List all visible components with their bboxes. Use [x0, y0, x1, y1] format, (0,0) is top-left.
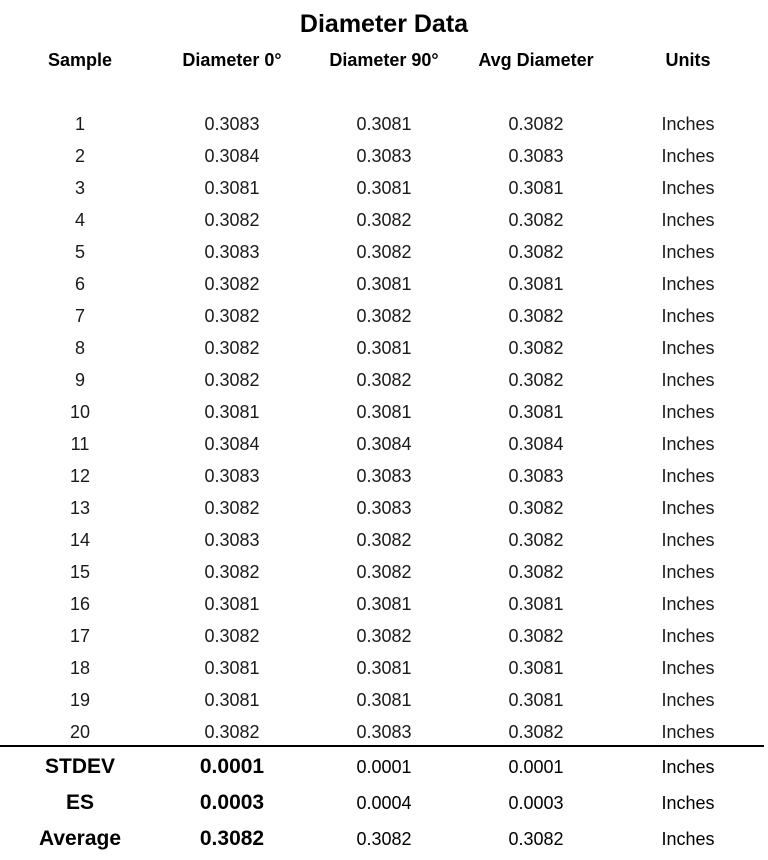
cell-units: Inches [661, 562, 715, 582]
cell-units: Inches [661, 146, 715, 166]
cell-sample: 4 [74, 210, 85, 230]
table-row [0, 332, 768, 364]
cell-sample: 19 [69, 690, 91, 710]
cell-diameter-0: 0.3081 [204, 402, 260, 422]
cell-diameter-0: 0.3082 [199, 827, 265, 850]
cell-diameter-0: 0.3082 [204, 626, 260, 646]
summary-label: ES [65, 791, 94, 814]
cell-avg-diameter: 0.3081 [508, 690, 564, 710]
cell-diameter-90: 0.3082 [356, 829, 412, 849]
cell-sample: 12 [69, 466, 91, 486]
cell-units: Inches [661, 690, 715, 710]
cell-sample: 1 [74, 114, 85, 134]
table-row [0, 268, 768, 300]
cell-avg-diameter: 0.3082 [508, 626, 564, 646]
table-header [0, 44, 768, 76]
summary-label: Average [38, 827, 122, 850]
cell-avg-diameter: 0.3081 [508, 178, 564, 198]
cell-avg-diameter: 0.3081 [508, 274, 564, 294]
cell-units: Inches [661, 658, 715, 678]
cell-avg-diameter: 0.3084 [508, 434, 564, 454]
table-row [0, 204, 768, 236]
cell-diameter-90: 0.3081 [356, 594, 412, 614]
table-row [0, 364, 768, 396]
cell-avg-diameter: 0.3082 [508, 530, 564, 550]
table-row [0, 524, 768, 556]
cell-units: Inches [661, 306, 715, 326]
summary-label: STDEV [44, 755, 115, 778]
cell-diameter-90: 0.0001 [356, 757, 412, 777]
cell-diameter-90: 0.3082 [356, 626, 412, 646]
cell-sample: 2 [74, 146, 85, 166]
table-row [0, 300, 768, 332]
cell-diameter-90: 0.3082 [356, 242, 412, 262]
table-row [0, 556, 768, 588]
cell-diameter-0: 0.3083 [204, 114, 260, 134]
cell-sample: 6 [74, 274, 85, 294]
cell-units: Inches [661, 829, 715, 849]
cell-units: Inches [661, 370, 715, 390]
summary-row-stdev [0, 749, 768, 785]
cell-sample: 9 [74, 370, 85, 390]
table-row [0, 588, 768, 620]
cell-diameter-90: 0.3083 [356, 466, 412, 486]
cell-units: Inches [661, 466, 715, 486]
cell-sample: 18 [69, 658, 91, 678]
table-row [0, 108, 768, 140]
cell-diameter-0: 0.3082 [204, 306, 260, 326]
header-sample: Sample [47, 50, 113, 70]
cell-avg-diameter: 0.0001 [508, 757, 564, 777]
cell-avg-diameter: 0.3081 [508, 402, 564, 422]
cell-sample: 16 [69, 594, 91, 614]
cell-avg-diameter: 0.3082 [508, 829, 564, 849]
cell-sample: 20 [69, 722, 91, 742]
cell-diameter-90: 0.3083 [356, 146, 412, 166]
cell-units: Inches [661, 242, 715, 262]
cell-avg-diameter: 0.3082 [508, 370, 564, 390]
cell-sample: 14 [69, 530, 91, 550]
cell-diameter-90: 0.3084 [356, 434, 412, 454]
cell-diameter-0: 0.3081 [204, 690, 260, 710]
cell-units: Inches [661, 530, 715, 550]
cell-diameter-0: 0.3084 [204, 434, 260, 454]
cell-diameter-0: 0.3081 [204, 178, 260, 198]
cell-avg-diameter: 0.0003 [508, 793, 564, 813]
cell-units: Inches [661, 793, 715, 813]
cell-avg-diameter: 0.3081 [508, 594, 564, 614]
cell-units: Inches [661, 274, 715, 294]
table-row [0, 492, 768, 524]
cell-diameter-90: 0.3081 [356, 690, 412, 710]
cell-avg-diameter: 0.3082 [508, 114, 564, 134]
cell-units: Inches [661, 338, 715, 358]
header-avg-diameter: Avg Diameter [478, 50, 594, 70]
cell-diameter-90: 0.0004 [356, 793, 412, 813]
table-title: Diameter Data [299, 10, 469, 38]
cell-units: Inches [661, 402, 715, 422]
cell-sample: 5 [74, 242, 85, 262]
cell-avg-diameter: 0.3081 [508, 658, 564, 678]
table-row [0, 652, 768, 684]
cell-sample: 3 [74, 178, 85, 198]
cell-diameter-90: 0.3083 [356, 722, 412, 742]
cell-diameter-0: 0.0003 [199, 791, 265, 814]
cell-diameter-90: 0.3081 [356, 178, 412, 198]
table-divider [0, 745, 764, 747]
cell-units: Inches [661, 210, 715, 230]
cell-diameter-90: 0.3081 [356, 402, 412, 422]
cell-units: Inches [661, 498, 715, 518]
cell-sample: 7 [74, 306, 85, 326]
cell-diameter-0: 0.3083 [204, 530, 260, 550]
cell-avg-diameter: 0.3082 [508, 338, 564, 358]
cell-diameter-90: 0.3081 [356, 114, 412, 134]
cell-diameter-90: 0.3082 [356, 370, 412, 390]
cell-units: Inches [661, 757, 715, 777]
cell-sample: 15 [69, 562, 91, 582]
cell-diameter-0: 0.0001 [199, 755, 265, 778]
cell-diameter-0: 0.3082 [204, 338, 260, 358]
cell-sample: 11 [70, 434, 90, 454]
cell-diameter-0: 0.3081 [204, 594, 260, 614]
table-row [0, 460, 768, 492]
cell-units: Inches [661, 722, 715, 742]
cell-diameter-0: 0.3082 [204, 498, 260, 518]
cell-diameter-90: 0.3082 [356, 530, 412, 550]
cell-diameter-90: 0.3082 [356, 562, 412, 582]
cell-avg-diameter: 0.3083 [508, 466, 564, 486]
summary-row-average [0, 821, 768, 857]
cell-avg-diameter: 0.3082 [508, 498, 564, 518]
table-row [0, 428, 768, 460]
cell-diameter-0: 0.3082 [204, 210, 260, 230]
table-row [0, 716, 768, 748]
cell-diameter-90: 0.3082 [356, 210, 412, 230]
cell-diameter-90: 0.3081 [356, 274, 412, 294]
cell-avg-diameter: 0.3082 [508, 210, 564, 230]
cell-units: Inches [661, 178, 715, 198]
cell-diameter-0: 0.3082 [204, 370, 260, 390]
cell-avg-diameter: 0.3082 [508, 306, 564, 326]
cell-diameter-90: 0.3083 [356, 498, 412, 518]
cell-units: Inches [661, 434, 715, 454]
header-units: Units [665, 50, 711, 70]
header-diameter-90: Diameter 90° [329, 50, 439, 70]
cell-units: Inches [661, 594, 715, 614]
table-row [0, 236, 768, 268]
cell-diameter-0: 0.3082 [204, 274, 260, 294]
cell-diameter-0: 0.3081 [204, 658, 260, 678]
summary-row-es [0, 785, 768, 821]
cell-sample: 17 [69, 626, 91, 646]
cell-sample: 8 [74, 338, 85, 358]
cell-sample: 10 [69, 402, 91, 422]
table-row [0, 684, 768, 716]
cell-units: Inches [661, 114, 715, 134]
header-diameter-0: Diameter 0° [182, 50, 282, 70]
cell-diameter-90: 0.3081 [356, 338, 412, 358]
table-row [0, 172, 768, 204]
table-row [0, 396, 768, 428]
cell-diameter-0: 0.3083 [204, 466, 260, 486]
cell-units: Inches [661, 626, 715, 646]
cell-diameter-0: 0.3084 [204, 146, 260, 166]
cell-avg-diameter: 0.3083 [508, 146, 564, 166]
cell-diameter-0: 0.3083 [204, 242, 260, 262]
cell-avg-diameter: 0.3082 [508, 562, 564, 582]
table-row [0, 140, 768, 172]
cell-diameter-90: 0.3081 [356, 658, 412, 678]
cell-diameter-0: 0.3082 [204, 722, 260, 742]
cell-sample: 13 [69, 498, 91, 518]
cell-avg-diameter: 0.3082 [508, 242, 564, 262]
table-row [0, 620, 768, 652]
cell-diameter-90: 0.3082 [356, 306, 412, 326]
cell-avg-diameter: 0.3082 [508, 722, 564, 742]
cell-diameter-0: 0.3082 [204, 562, 260, 582]
